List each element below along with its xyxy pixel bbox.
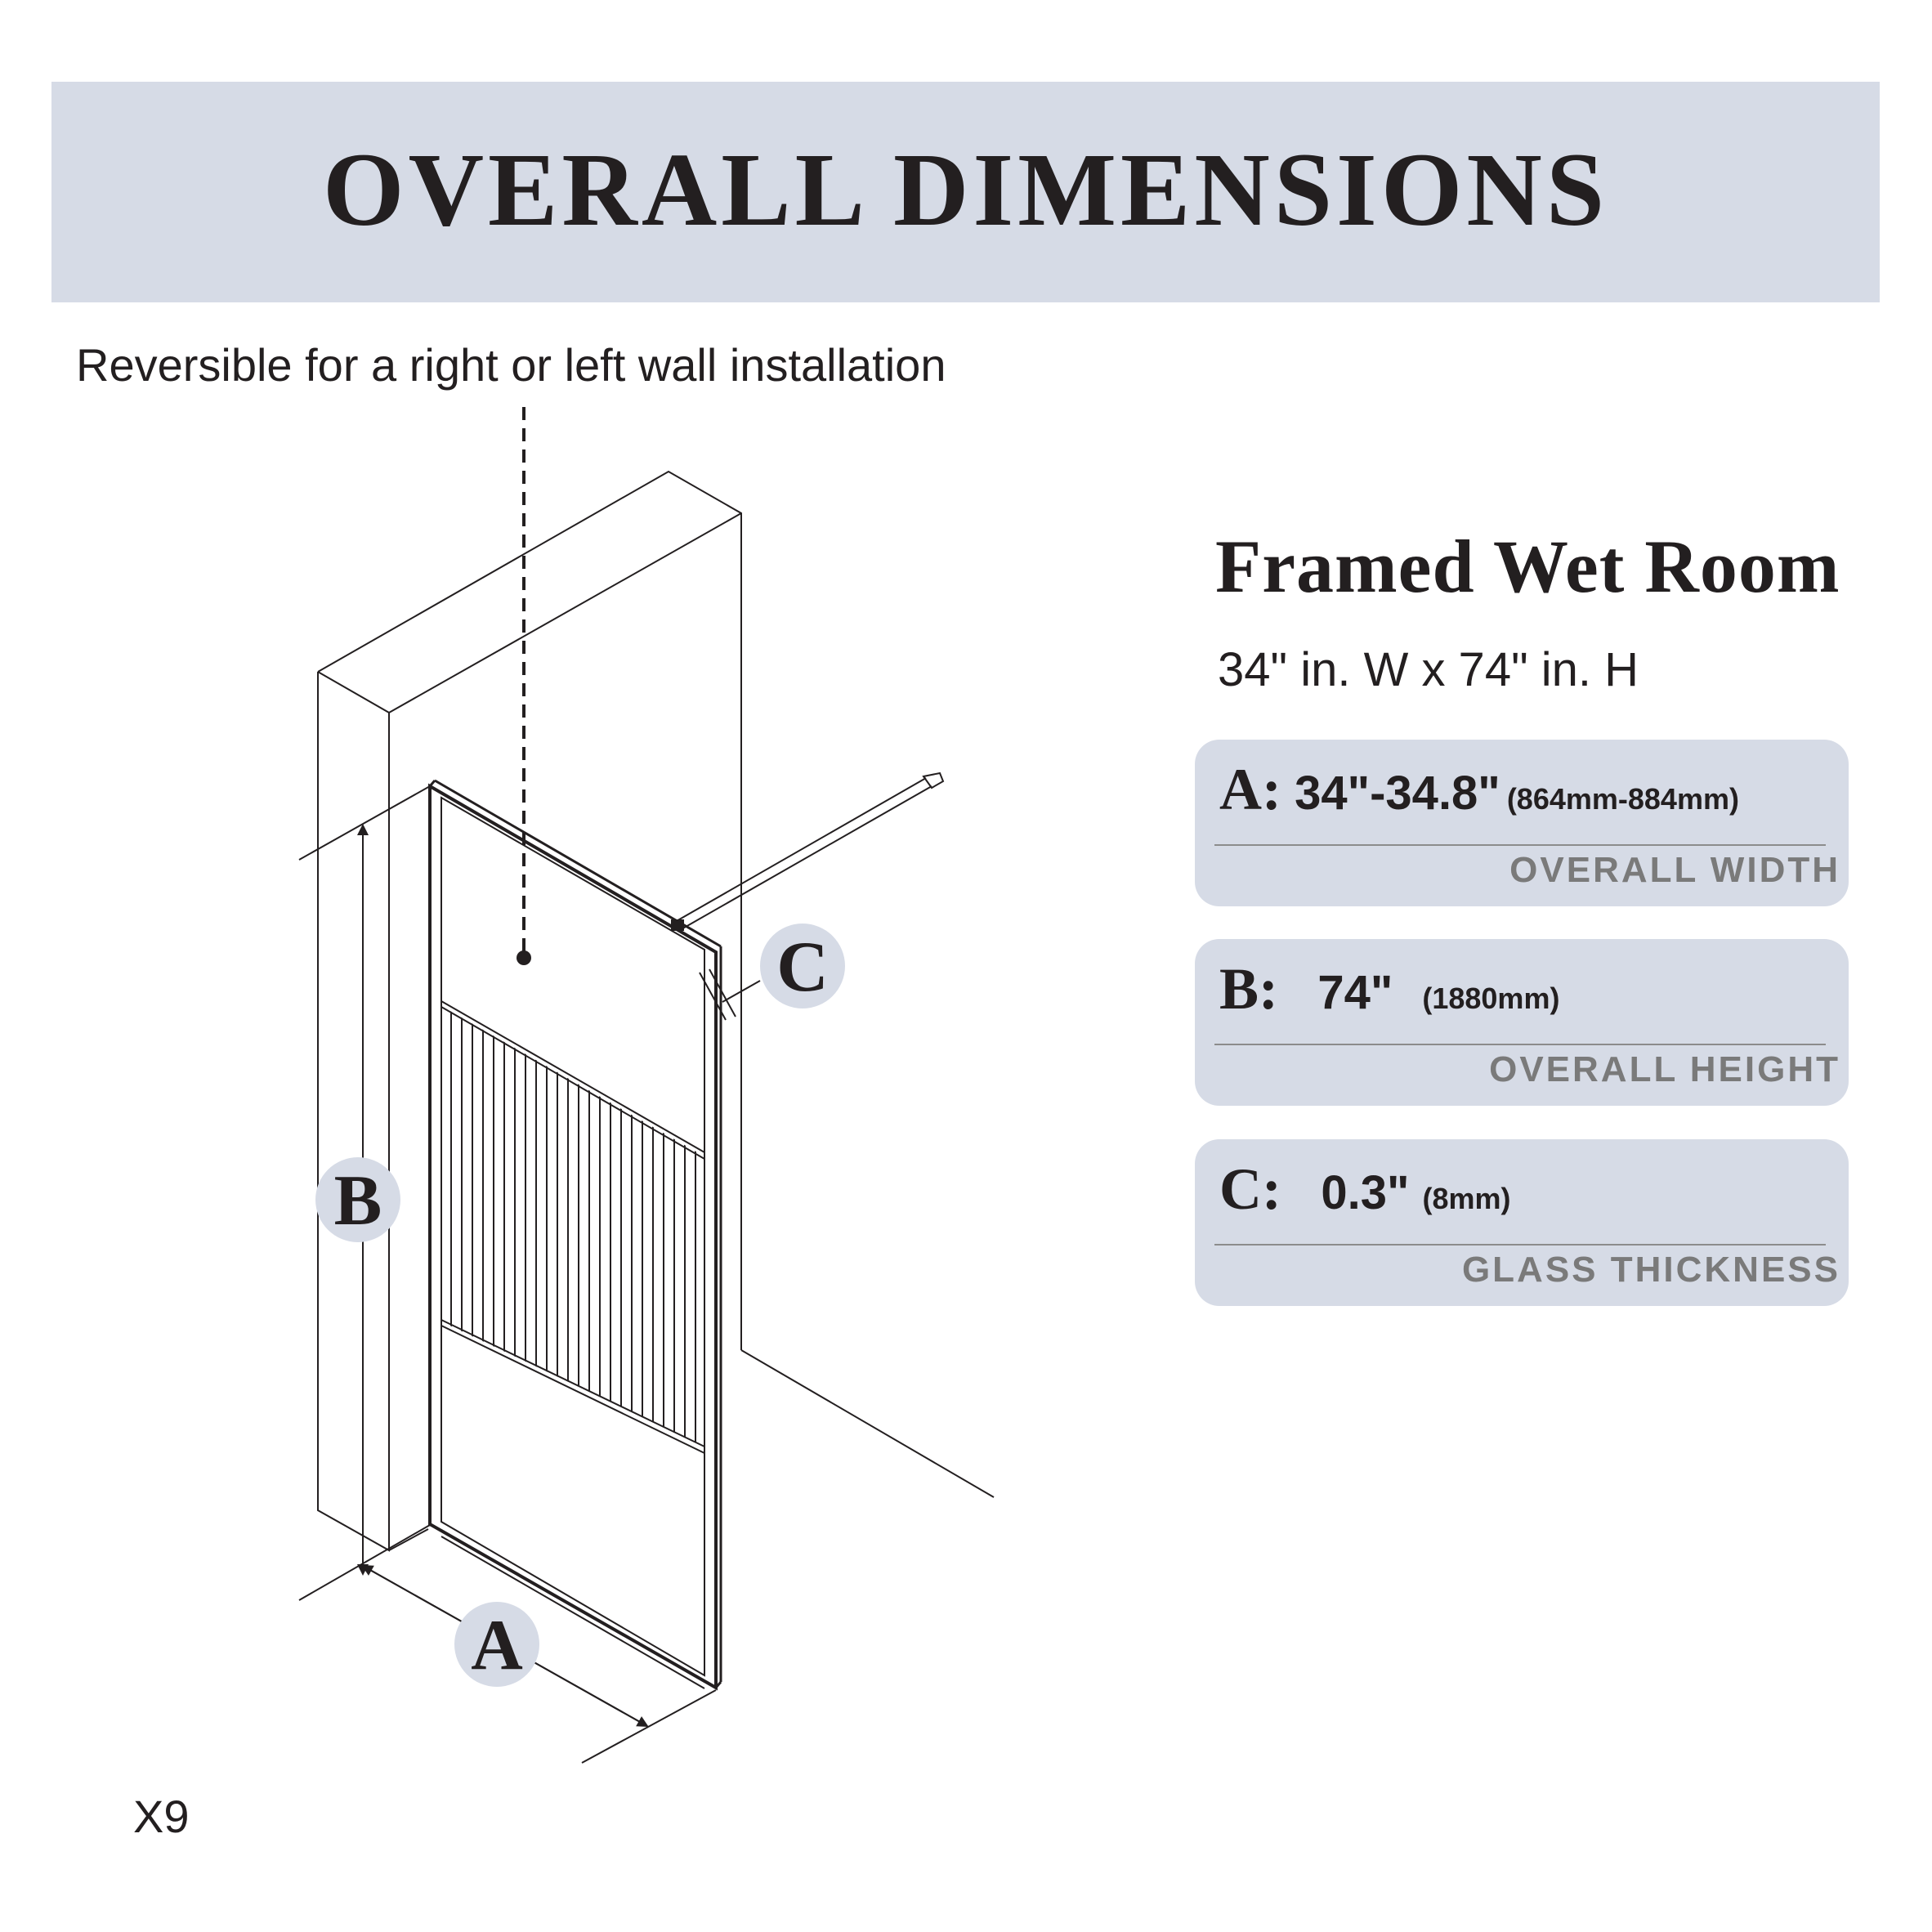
installation-note: Reversible for a right or left wall installation <box>76 339 946 391</box>
spec-divider <box>1214 1044 1826 1045</box>
fluted-glass-band <box>451 981 695 1471</box>
spec-caption: OVERALL HEIGHT <box>1489 1049 1840 1089</box>
spec-value-row <box>1219 955 1559 1023</box>
spec-card-thickness <box>1195 1139 1849 1306</box>
dimension-c <box>700 969 760 1020</box>
glass-panel <box>430 780 721 1688</box>
spec-metric: (864mm-884mm) <box>1506 782 1739 816</box>
spec-caption: GLASS THICKNESS <box>1461 1250 1840 1290</box>
spec-card-width <box>1195 740 1849 906</box>
wall-block <box>318 472 994 1550</box>
support-bar <box>672 773 943 930</box>
label-a: A <box>471 1606 523 1685</box>
spec-imperial: 34"-34.8" <box>1281 767 1500 820</box>
spec-imperial: 74" <box>1278 966 1393 1019</box>
label-c: C <box>776 928 829 1007</box>
spec-divider <box>1214 1244 1826 1246</box>
spec-caption: OVERALL WIDTH <box>1509 850 1840 890</box>
spec-divider <box>1214 844 1826 846</box>
spec-metric: (1880mm) <box>1422 982 1560 1015</box>
spec-imperial: 0.3" <box>1281 1166 1410 1219</box>
product-name: Framed Wet Room <box>1215 525 1840 608</box>
spec-value-row <box>1219 756 1739 824</box>
reversible-leader <box>517 407 531 965</box>
spec-letter: A: <box>1219 757 1281 822</box>
product-size: 34" in. W x 74" in. H <box>1218 643 1639 696</box>
spec-card-height <box>1195 939 1849 1106</box>
spec-value-row <box>1219 1156 1511 1223</box>
spec-letter: C: <box>1219 1156 1281 1222</box>
spec-letter: B: <box>1219 956 1278 1022</box>
spec-metric: (8mm) <box>1422 1182 1511 1215</box>
model-code: X9 <box>133 1791 190 1842</box>
label-b: B <box>333 1161 382 1241</box>
page-title: OVERALL DIMENSIONS <box>323 131 1608 248</box>
